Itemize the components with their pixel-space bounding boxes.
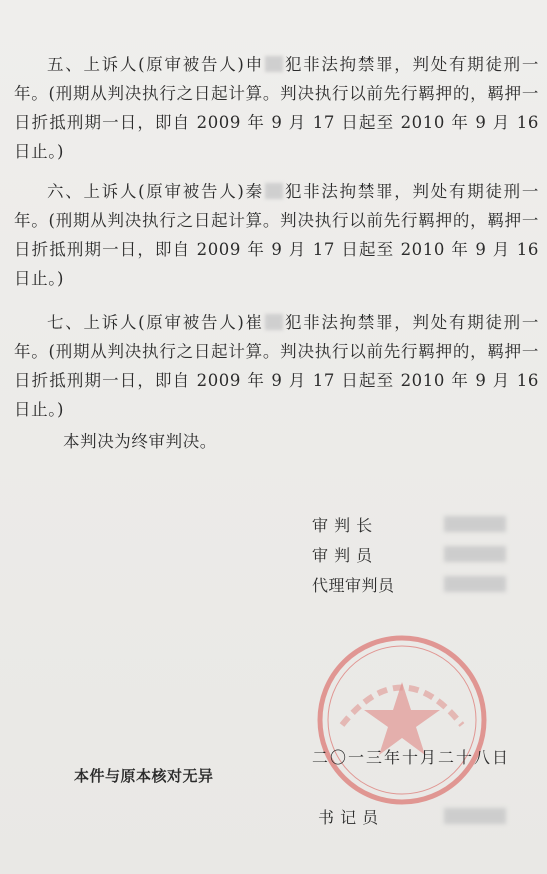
item-7-text: 犯非法拘禁罪，判处有期徒刑一年。(刑期从判决执行之日起计算。判决执行以前先行羁押的，羁押一日折抵刑期一日，即自 2009 年 9 月 17 日起至 2010 年 9 月 16 日止。): [14, 313, 539, 419]
final-judgment-statement: 本判决为终审判决。: [63, 432, 217, 451]
chief-judge-label: 审 判 长: [312, 516, 373, 535]
certification-note: 本件与原本核对无异: [74, 767, 214, 785]
redacted-signature: [444, 808, 506, 824]
redacted-name: [265, 314, 283, 330]
judge-label: 审 判 员: [312, 546, 373, 565]
redacted-signature: [444, 516, 506, 532]
acting-judge-row: [312, 573, 434, 596]
item-5-text: 犯非法拘禁罪，判处有期徒刑一年。(刑期从判决执行之日起计算。判决执行以前先行羁押的，羁押一日折抵刑期一日，即自 2009 年 9 月 17 日起至 2010 年 9 月 16 日止。): [14, 55, 539, 161]
item-6-text: 犯非法拘禁罪，判处有期徒刑一年。(刑期从判决执行之日起计算。判决执行以前先行羁押的，羁押一日折抵刑期一日，即自 2009 年 9 月 17 日起至 2010 年 9 月 16 日止。): [14, 182, 539, 288]
acting-judge-label: 代理审判员: [312, 576, 395, 595]
item-7-prefix: 七、上诉人(原审被告人)崔: [47, 313, 264, 332]
clerk-label: 书 记 员: [318, 808, 379, 827]
redacted-signature: [444, 546, 506, 562]
clerk-row: [318, 805, 436, 828]
item-6-prefix: 六、上诉人(原审被告人)秦: [47, 182, 264, 201]
verdict-item-5: [14, 50, 539, 166]
verdict-item-6: [14, 177, 539, 293]
redacted-name: [265, 183, 283, 199]
judge-row: [312, 543, 434, 566]
redacted-signature: [444, 576, 506, 592]
item-5-prefix: 五、上诉人(原审被告人)申: [47, 55, 264, 74]
verdict-item-7: [14, 308, 539, 424]
redacted-name: [265, 56, 283, 72]
court-seal-stamp: [312, 630, 492, 810]
judgment-date: 二〇一三年十月二十八日: [312, 748, 511, 767]
chief-judge-row: [312, 513, 434, 536]
